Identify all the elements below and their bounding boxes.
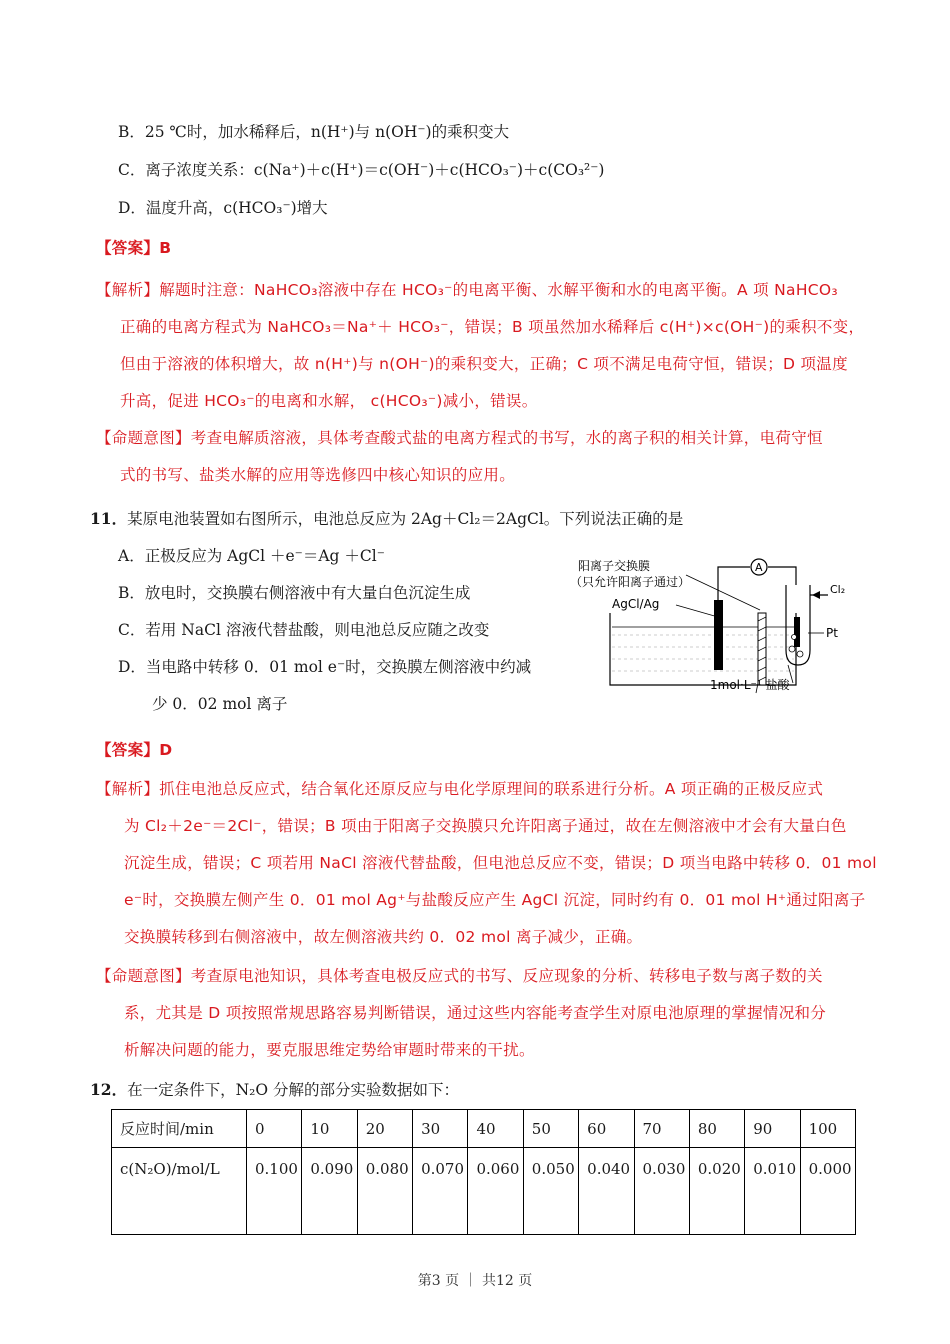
pt-electrode xyxy=(794,617,800,647)
table-cell: 0 xyxy=(247,1110,302,1148)
q10-intent-line: 【命题意图】考查电解质溶液，具体考查酸式盐的电离方程式的书写，水的离子积的相关计算，电荷守恒 xyxy=(96,429,823,447)
q11-option-b: B．放电时，交换膜右侧溶液中有大量白色沉淀生成 xyxy=(118,584,471,602)
table-row-time xyxy=(112,1110,856,1148)
q10-analysis-line: 【解析】解题时注意：NaHCO₃溶液中存在 HCO₃⁻的电离平衡、水解平衡和水的电离平衡。A 项 NaHCO₃ xyxy=(96,281,838,299)
membrane-label: 阳离子交换膜 xyxy=(578,559,651,573)
table-cell: 10 xyxy=(302,1110,357,1148)
q10-intent-line: 式的书写、盐类水解的应用等选修四中核心知识的应用。 xyxy=(120,466,516,484)
table-cell: 0.090 xyxy=(302,1148,357,1235)
table-cell: 40 xyxy=(468,1110,523,1148)
q10-option-b: B．25 ℃时，加水稀释后，n(H⁺)与 n(OH⁻)的乘积变大 xyxy=(118,123,510,141)
table-cell: 90 xyxy=(745,1110,800,1148)
table-cell: 20 xyxy=(357,1110,412,1148)
q11-number: 11． xyxy=(90,509,128,528)
table-row-concentration xyxy=(112,1148,856,1235)
table-cell: 0.100 xyxy=(247,1148,302,1235)
table-cell: 0.000 xyxy=(800,1148,855,1235)
table-cell: 0.050 xyxy=(523,1148,578,1235)
q10-analysis-line: 升高，促进 HCO₃⁻的电离和水解， c(HCO₃⁻)减小，错误。 xyxy=(120,392,538,410)
q10-answer: 【答案】B xyxy=(96,239,172,257)
agcl-electrode xyxy=(714,600,723,670)
table-cell: 0.030 xyxy=(634,1148,689,1235)
table-cell: 0.020 xyxy=(689,1148,744,1235)
q10-option-d: D．温度升高，c(HCO₃⁻)增大 xyxy=(118,199,328,217)
electrode-label: AgCl/Ag xyxy=(612,597,660,611)
q11-option-a: A．正极反应为 AgCl ＋e⁻＝Ag ＋Cl⁻ xyxy=(118,547,385,565)
q11-option-d-cont: 少 0．02 mol 离子 xyxy=(152,695,288,713)
q11-option-c: C．若用 NaCl 溶液代替盐酸，则电池总反应随之改变 xyxy=(118,621,490,639)
pt-label: Pt xyxy=(826,626,838,640)
table-header-time: 反应时间/min xyxy=(112,1110,247,1148)
q11-answer: 【答案】D xyxy=(96,741,173,759)
q11-analysis-line: 【解析】抓住电池总反应式，结合氧化还原反应与电化学原理间的联系进行分析。A 项正确的正极反应式 xyxy=(96,780,824,798)
q12-stem xyxy=(90,1080,459,1100)
membrane-note-label: （只允许阳离子通过） xyxy=(570,575,691,589)
ammeter-label: A xyxy=(755,561,763,574)
n2o-data-table xyxy=(111,1109,856,1235)
q11-analysis-line: e⁻时，交换膜左侧产生 0．01 mol Ag⁺与盐酸反应产生 AgCl 沉淀，同时约有 0．01 mol H⁺通过阳离子 xyxy=(124,891,866,909)
table-cell: 50 xyxy=(523,1110,578,1148)
q10-analysis-line: 但由于溶液的体积增大，故 n(H⁺)与 n(OH⁻)的乘积变大，正确；C 项不满足电荷守恒，错误；D 项温度 xyxy=(120,355,848,373)
chlorine-label: Cl₂ xyxy=(830,583,846,596)
table-cell: 0.070 xyxy=(413,1148,468,1235)
q12-number: 12． xyxy=(90,1080,128,1099)
q11-stem-text: 某原电池装置如右图所示，电池总反应为 2Ag＋Cl₂＝2AgCl。下列说法正确的是 xyxy=(127,510,684,528)
q11-analysis-line: 沉淀生成，错误；C 项若用 NaCl 溶液代替盐酸，但电池总反应不变，错误；D 项当电路中转移 0．01 mol xyxy=(124,854,877,872)
q11-analysis-line: 交换膜转移到右侧溶液中，故左侧溶液共约 0．02 mol 离子减少，正确。 xyxy=(124,928,643,946)
table-cell: 80 xyxy=(689,1110,744,1148)
q11-option-d: D．当电路中转移 0．01 mol e⁻时，交换膜左侧溶液中约减 xyxy=(118,658,532,676)
table-cell: 60 xyxy=(579,1110,634,1148)
solution-label: 1mol·L⁻¹ 盐酸 xyxy=(710,678,790,692)
table-cell: 0.060 xyxy=(468,1148,523,1235)
table-cell: 100 xyxy=(800,1110,855,1148)
q11-intent-line: 【命题意图】考查原电池知识，具体考查电极反应式的书写、反应现象的分析、转移电子数与离子数的关 xyxy=(96,967,823,985)
table-cell: 0.040 xyxy=(579,1148,634,1235)
q11-intent-line: 析解决问题的能力，要克服思维定势给审题时带来的干扰。 xyxy=(124,1041,535,1059)
q10-analysis-line: 正确的电离方程式为 NaHCO₃＝Na⁺＋ HCO₃⁻，错误；B 项虽然加水稀释后 c(H⁺)×c(OH⁻)的乘积不变， xyxy=(120,318,865,336)
table-header-concentration: c(N₂O)/mol/L xyxy=(112,1148,247,1235)
q11-analysis-line: 为 Cl₂＋2e⁻＝2Cl⁻，错误；B 项由于阳离子交换膜只允许阳离子通过，故在左侧溶液中才会有大量白色 xyxy=(124,817,847,835)
q11-intent-line: 系，尤其是 D 项按照常规思路容易判断错误，通过这些内容能考查学生对原电池原理的掌握情况和分 xyxy=(124,1004,827,1022)
q11-stem xyxy=(90,509,683,529)
q12-stem-text: 在一定条件下，N₂O 分解的部分实验数据如下： xyxy=(127,1081,459,1099)
table-cell: 70 xyxy=(634,1110,689,1148)
arrow-icon xyxy=(812,591,820,599)
table-cell: 0.010 xyxy=(745,1148,800,1235)
table-cell: 0.080 xyxy=(357,1148,412,1235)
galvanic-cell-figure xyxy=(568,555,858,695)
table-cell: 30 xyxy=(413,1110,468,1148)
page-footer: 第3 页 ｜ 共12 页 xyxy=(417,1273,533,1289)
q10-option-c: C．离子浓度关系：c(Na⁺)＋c(H⁺)＝c(OH⁻)＋c(HCO₃⁻)＋c(CO₃²⁻) xyxy=(118,161,605,179)
